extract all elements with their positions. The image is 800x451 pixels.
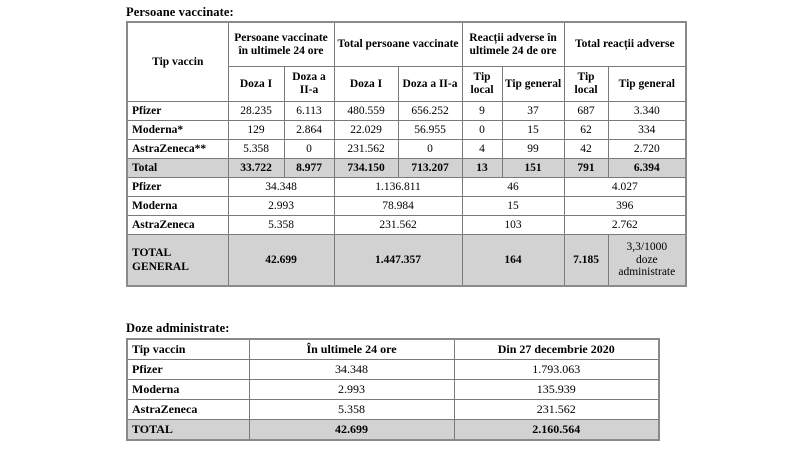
table-header [127, 22, 686, 102]
cell-total-doza2-24h: 8.977 [284, 159, 334, 178]
table-doze-administrate [126, 338, 660, 441]
table-header-row [127, 339, 659, 360]
summary-cell-pfizer-adverse-total: 4.027 [564, 178, 686, 197]
cell-moderna-doza2-24h: 2.864 [284, 121, 334, 140]
table-summary-row [127, 216, 686, 235]
doses-cell-total-last24: 42.699 [249, 420, 454, 441]
table-summary-row [127, 197, 686, 216]
header-doza-ii-24h: Doza a II-a [284, 67, 334, 102]
section-title-doze-administrate: Doze administrate: [126, 321, 230, 335]
doses-row-label-total: TOTAL [127, 420, 249, 441]
header-group-total-persoane-vaccinate: Total persoane vaccinate [334, 22, 462, 67]
doses-cell-astrazeneca-last24: 5.358 [249, 400, 454, 420]
row-label-total: Total [127, 159, 228, 178]
total-general-adverse-local-total: 7.185 [564, 235, 608, 287]
cell-pfizer-adv-general-24h: 37 [502, 102, 564, 121]
total-general-adverse-24: 164 [462, 235, 564, 287]
table-row [127, 380, 659, 400]
table-row [127, 140, 686, 159]
summary-cell-pfizer-adverse-24: 46 [462, 178, 564, 197]
cell-pfizer-adv-local-total: 687 [564, 102, 608, 121]
header-doses-since-start: Din 27 decembrie 2020 [454, 339, 659, 360]
cell-astrazeneca-adv-local-total: 42 [564, 140, 608, 159]
header-doza-ii-total: Doza a II-a [398, 67, 462, 102]
table-header-row-groups [127, 22, 686, 67]
cell-astrazeneca-adv-general-24h: 99 [502, 140, 564, 159]
doses-cell-moderna-since-start: 135.939 [454, 380, 659, 400]
table-doses-container [126, 338, 660, 441]
total-general-last24: 42.699 [228, 235, 334, 287]
cell-pfizer-doza2-24h: 6.113 [284, 102, 334, 121]
cell-total-adv-local-total: 791 [564, 159, 608, 178]
cell-moderna-adv-general-total: 334 [608, 121, 686, 140]
cell-total-adv-local-24h: 13 [462, 159, 502, 178]
row-label-astrazeneca: AstraZeneca** [127, 140, 228, 159]
table-row [127, 400, 659, 420]
doses-row-label-moderna: Moderna [127, 380, 249, 400]
table-vaccinated-container [126, 21, 687, 287]
ratio-line1: 3,3/1000 [626, 241, 668, 254]
doses-cell-pfizer-since-start: 1.793.063 [454, 360, 659, 380]
total-general-ratio [608, 235, 686, 287]
cell-moderna-doza1-total: 22.029 [334, 121, 398, 140]
total-general-total-persons: 1.447.357 [334, 235, 462, 287]
table-row-total [127, 159, 686, 178]
table-row [127, 121, 686, 140]
total-general-label-line1: TOTAL [132, 247, 172, 259]
table-row [127, 102, 686, 121]
summary-cell-astrazeneca-adverse-24: 103 [462, 216, 564, 235]
doses-row-label-pfizer: Pfizer [127, 360, 249, 380]
row-label-moderna: Moderna* [127, 121, 228, 140]
cell-total-doza1-24h: 33.722 [228, 159, 284, 178]
table-header [127, 339, 659, 360]
summary-row-label-moderna: Moderna [127, 197, 228, 216]
cell-total-adv-general-24h: 151 [502, 159, 564, 178]
table-row-total-general [127, 235, 686, 287]
cell-moderna-doza2-total: 56.955 [398, 121, 462, 140]
cell-moderna-adv-general-24h: 15 [502, 121, 564, 140]
cell-total-adv-general-total: 6.394 [608, 159, 686, 178]
summary-cell-astrazeneca-total-persons: 231.562 [334, 216, 462, 235]
cell-pfizer-adv-local-24h: 9 [462, 102, 502, 121]
cell-pfizer-doza1-total: 480.559 [334, 102, 398, 121]
doses-cell-astrazeneca-since-start: 231.562 [454, 400, 659, 420]
header-doses-last24: În ultimele 24 ore [249, 339, 454, 360]
cell-astrazeneca-doza2-total: 0 [398, 140, 462, 159]
summary-cell-moderna-adverse-24: 15 [462, 197, 564, 216]
cell-astrazeneca-doza2-24h: 0 [284, 140, 334, 159]
table-body [127, 102, 686, 287]
header-tip-local-total: Tip local [564, 67, 608, 102]
summary-row-label-astrazeneca: AstraZeneca [127, 216, 228, 235]
cell-moderna-adv-local-total: 62 [564, 121, 608, 140]
summary-cell-moderna-adverse-total: 396 [564, 197, 686, 216]
header-group-persoane-vaccinate-24h: Persoane vaccinate în ultimele 24 ore [228, 22, 334, 67]
doses-cell-moderna-last24: 2.993 [249, 380, 454, 400]
section-title-persoane-vaccinate: Persoane vaccinate: [126, 5, 234, 19]
ratio-line3: administrate [618, 266, 676, 279]
cell-total-doza2-total: 713.207 [398, 159, 462, 178]
header-doses-tip-vaccin: Tip vaccin [127, 339, 249, 360]
table-body [127, 360, 659, 441]
doses-row-label-astrazeneca: AstraZeneca [127, 400, 249, 420]
header-doza-i-24h: Doza I [228, 67, 284, 102]
summary-cell-moderna-last24: 2.993 [228, 197, 334, 216]
ratio-line2: doze [635, 253, 658, 266]
cell-astrazeneca-doza1-total: 231.562 [334, 140, 398, 159]
header-tip-general-24h: Tip general [502, 67, 564, 102]
summary-cell-pfizer-last24: 34.348 [228, 178, 334, 197]
header-tip-general-total: Tip general [608, 67, 686, 102]
row-label-pfizer: Pfizer [127, 102, 228, 121]
summary-cell-astrazeneca-last24: 5.358 [228, 216, 334, 235]
summary-cell-moderna-total-persons: 78.984 [334, 197, 462, 216]
cell-pfizer-doza2-total: 656.252 [398, 102, 462, 121]
header-doza-i-total: Doza I [334, 67, 398, 102]
table-summary-row [127, 178, 686, 197]
table-persoane-vaccinate [126, 21, 687, 287]
total-general-label-line2: GENERAL [132, 261, 189, 273]
doses-cell-total-since-start: 2.160.564 [454, 420, 659, 441]
summary-row-label-pfizer: Pfizer [127, 178, 228, 197]
table-row [127, 360, 659, 380]
row-label-total-general [127, 235, 228, 287]
summary-cell-astrazeneca-adverse-total: 2.762 [564, 216, 686, 235]
cell-total-doza1-total: 734.150 [334, 159, 398, 178]
header-tip-local-24h: Tip local [462, 67, 502, 102]
cell-astrazeneca-doza1-24h: 5.358 [228, 140, 284, 159]
cell-astrazeneca-adv-local-24h: 4 [462, 140, 502, 159]
header-tip-vaccin: Tip vaccin [127, 22, 228, 102]
header-group-reactii-adverse-24h: Reacții adverse în ultimele 24 de ore [462, 22, 564, 67]
cell-moderna-doza1-24h: 129 [228, 121, 284, 140]
summary-cell-pfizer-total-persons: 1.136.811 [334, 178, 462, 197]
cell-pfizer-adv-general-total: 3.340 [608, 102, 686, 121]
cell-astrazeneca-adv-general-total: 2.720 [608, 140, 686, 159]
table-row-total [127, 420, 659, 441]
cell-moderna-adv-local-24h: 0 [462, 121, 502, 140]
header-group-total-reactii-adverse: Total reacții adverse [564, 22, 686, 67]
doses-cell-pfizer-last24: 34.348 [249, 360, 454, 380]
cell-pfizer-doza1-24h: 28.235 [228, 102, 284, 121]
